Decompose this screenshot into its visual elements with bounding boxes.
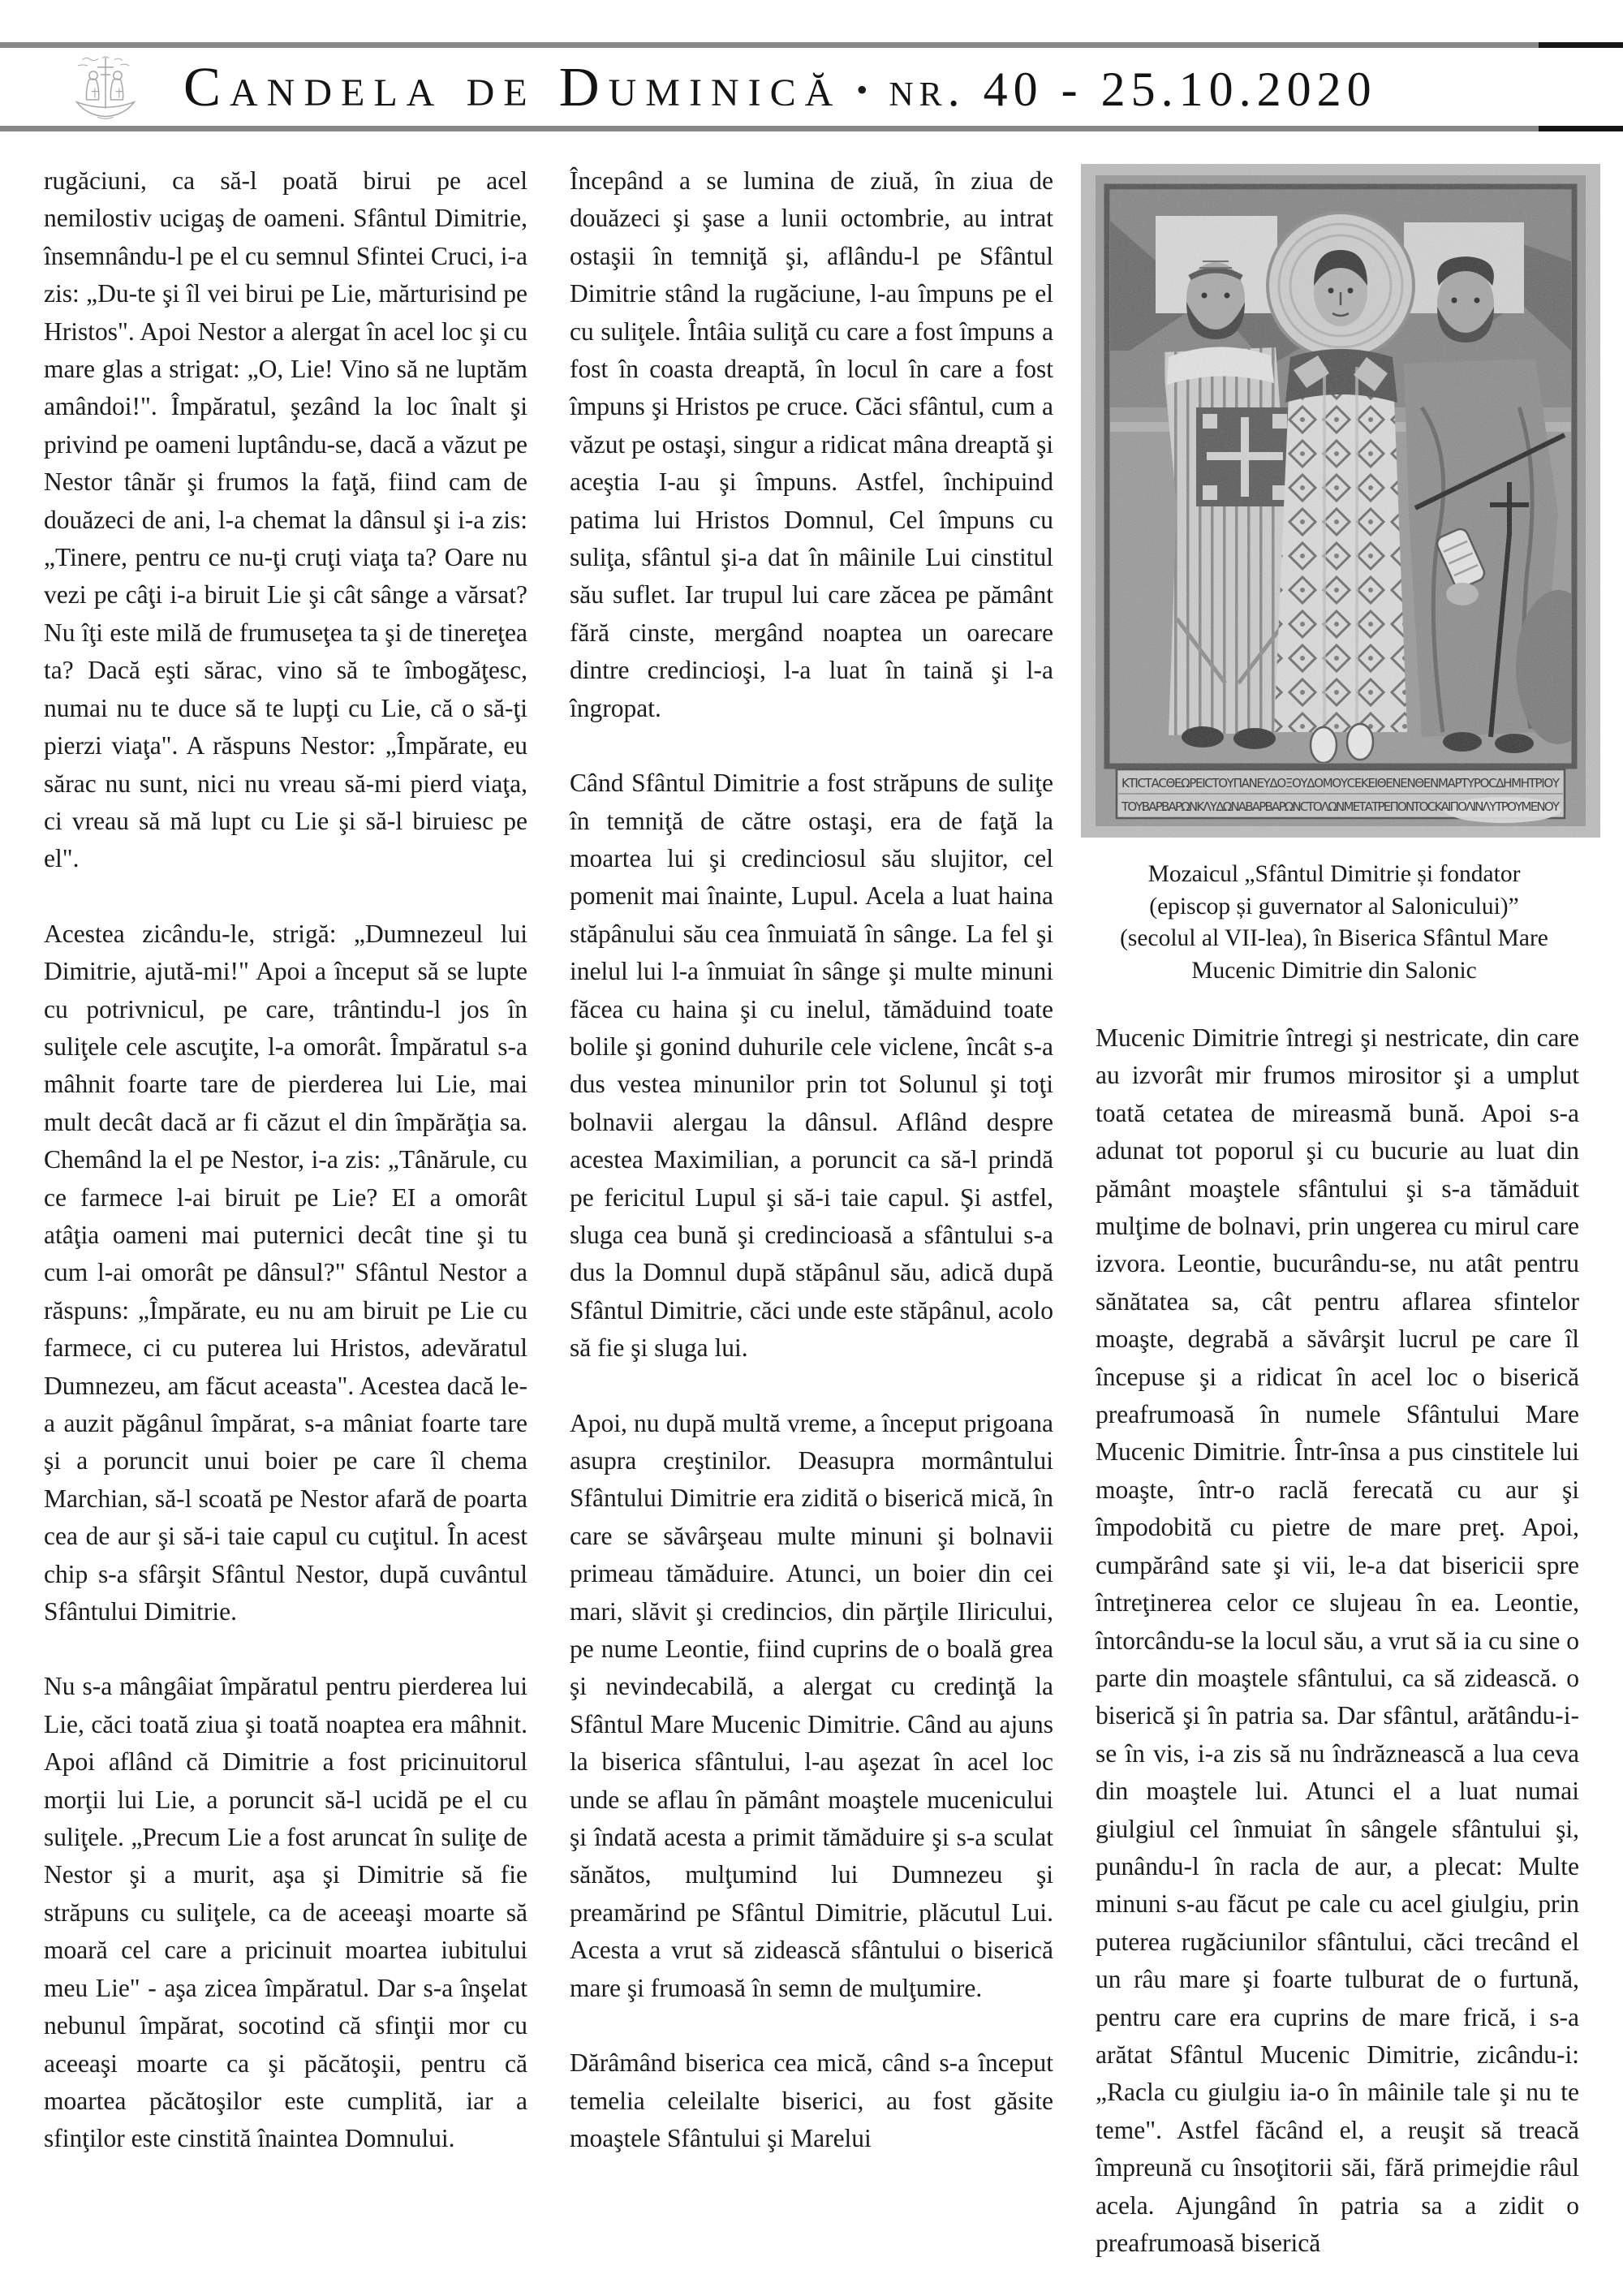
article-body — [0, 162, 1623, 2262]
publication-title: Candela de Duminică — [183, 55, 842, 118]
figure-caption — [1096, 859, 1573, 987]
body-paragraph: Acestea zicându-le, strigă: „Dumnezeul lui Dimitrie, ajută-mi!" Apoi a început să se lupte cu potrivnicul, pe care, trântindu-l jos în suliţele cele ascuţite, l-a omorât. Împăratul s-a mâhnit foarte tare de pierderea lui Lie, mai mult decât dacă ar fi căzut el din împărăţia sa. Chemând la el pe Nestor, i-a zis: „Tânărule, cu ce farmece l-ai biruit pe Lie? EI a omorât atâţia oameni mai puternici decât tine şi tu cum l-ai omorât pe dânsul?" Sfântul Nestor a răspuns: „Împărate, eu nu am biruit pe Lie cu farmece, ci cu puterea lui Hristos, adevăratul Dumnezeu, am făcut aceasta". Acestea dacă le-a auzit păgânul împărat, s-a mâniat foarte tare şi a poruncit unui boier pe care îl chema Marchian, să-l scoată pe Nestor afară de poarta cea de aur şi să-i taie capul cu cuţitul. În acest chip s-a sfârşit Sfântul Nestor, după cuvântul Sfântului Dimitrie. — [44, 919, 527, 1626]
mosaic-image — [1081, 164, 1600, 838]
mosaic-inscription-line2: ΤΟΥΒΑΡΒΑΡΩΝΚΛΥΔΩΝΑΒΑΡΒΑΡΩΝCΤΟΛΩΝΜΕΤΑΤΡΕΠΟΝΤΟCΚΑΙΠΟΛΙΝΛΥΤΡΟΥΜΕΝΟΥ — [1121, 799, 1560, 814]
mosaic-inscription-line1: ΚΤΙCΤΑCΘΕΩΡΕΙCΤΟΥΠΑΝΕΥΔΟΞΟΥΔΟΜΟΥCΕΚΕΙΘΕΝΕΝΘΕΝΜΑΡΤΥΡΟCΔΗΜΗΤΡΙΟΥ — [1121, 776, 1560, 790]
saints-cross-boat-logo-icon — [67, 52, 144, 122]
text-column-1 — [44, 162, 527, 2262]
figure-caption-line: Mucenic Dimitrie din Salonic — [1191, 957, 1477, 984]
text-column-3 — [1096, 162, 1579, 2262]
body-paragraph: Începând a se lumina de ziuă, în ziua de douăzeci şi şase a lunii octombrie, au intrat ostaşii în temniţă şi, aflându-l pe Sfântul Dimitrie stând la rugăciune, l-au împuns pe el cu suliţele. Întâia suliţă cu care a fost împuns a fost în coasta dreaptă, în locul în care a fost împuns şi Hristos pe cruce. Căci sfântul, cum a văzut pe ostaşi, singur a ridicat mâna dreaptă şi aceştia I-au şi împuns. Astfel, închipuind patima lui Hristos Domnul, Cel împuns cu suliţa, sfântul şi-a dat în mâinile Lui cinstitul său suflet. Iar trupul lui care zăcea pe pământ fără cinste, mergând noaptea un oarecare dintre credincioşi, l-a luat în taină şi l-a îngropat. — [570, 166, 1053, 722]
masthead — [183, 55, 1377, 119]
text-column-2 — [570, 162, 1053, 2262]
figure-caption-line: Mozaicul „Sfântul Dimitrie și fondator — [1147, 861, 1521, 887]
body-paragraph: Mucenic Dimitrie întregi şi nestricate, din care au izvorât mir frumos mirositor şi a umplut toată cetatea de mireasmă bună. Apoi s-a adunat tot poporul şi cu bucurie au luat din pământ moaştele sfântului şi s-a tămăduit mulţime de bolnavi, prin ungerea cu mirul care izvora. Leontie, bucurându-se, nu atât pentru sănătatea sa, cât pentru aflarea sfintelor moaşte, degrabă a săvârşit lucrul pe care îl începuse şi a ridicat în acel loc o biserică preafrumoasă în numele Sfântului Mare Mucenic Dimitrie. Într-însa a pus cinstitele lui moaşte, într-o raclă ferecată cu aur şi împodobită cu pietre de mare preţ. Apoi, cumpărând sate şi vii, le-a dat bisericii spre întreţinerea celor ce slujeau în ea. Leontie, întorcându-se la locul său, a vrut să ia cu sine o parte din moaştele sfântului, ca să zidească. o biserică şi în patria sa. Dar sfântul, arătându-i-se în vis, i-a zis să nu îndrăznească a lua ceva din moaştele lui. Atunci el a luat numai giulgiul cel înmuiat în sângele sfântului şi, punându-l în racla de aur, a plecat: Multe minuni s-au făcut pe cale cu acel giulgiu, prin puterea rugăciunilor sfântului, căci trecând el un râu mare şi foarte tulburat de o furtună, pentru care era cuprins de mare frică, i s-a arătat Sfântul Mucenic Dimitrie, zicându-i: „Racla cu giulgiu ia-o în mâinile tale şi nu te teme". Astfel făcând el, a reuşit să treacă împreună cu însoţitorii săi, fără primejdie râul acela. Ajungând în patria sa a zidit o preafrumoasă biserică — [1096, 1023, 1579, 2257]
figure-caption-line: (episcop și guvernator al Salonicului)” — [1149, 893, 1519, 920]
masthead-row — [0, 48, 1623, 126]
body-paragraph: rugăciuni, ca să-l poată birui pe acel nemilostiv ucigaş de oameni. Sfântul Dimitrie, însemnându-l pe el cu semnul Sfintei Cruci, i-a zis: „Du-te şi îl vei birui pe Lie, mărturisind pe Hristos". Apoi Nestor a alergat în acel loc şi cu mare glas a strigat: „O, Lie! Vino să ne luptăm amândoi!". Împăratul, şezând la loc înalt şi privind pe oameni luptându-se, dacă a văzut pe Nestor tânăr şi frumos la faţă, fiind cam de douăzeci de ani, l-a chemat la dânsul şi i-a zis: „Tinere, pentru ce nu-ţi cruţi viaţa ta? Oare nu vezi pe câţi i-a biruit Lie şi cât sânge a vărsat? Nu îţi este milă de frumuseţea ta şi de tinereţea ta? Dacă eşti sărac, vino să te îmbogăţesc, numai nu te duce să te lupţi cu Lie, că o să-ţi pierzi viaţa". A răspuns Nestor: „Împărate, eu sărac nu sunt, nici nu vreau să-mi pierd viaţa, ci vreau să mă lupt cu Lie şi să-l biruiesc pe el". — [44, 166, 527, 873]
body-paragraph: Nu s-a mângâiat împăratul pentru pierderea lui Lie, căci toată ziua şi toată noaptea era mâhnit. Apoi aflând că Dimitrie a fost pricinuitorul morţii lui Lie, a poruncit să-l ucidă pe el cu suliţele. „Precum Lie a fost aruncat în suliţe de Nestor şi a murit, aşa şi Dimitrie să fie străpuns cu suliţele, ca de aceeaşi moarte să moară cel care a pricinuit moartea iubitului meu Lie" - aşa zicea împăratul. Dar s-a înşelat nebunul împărat, socotind că sfinţii mor cu aceeaşi moarte ca şi păcătoşii, pentru că moartea păcătoşilor este cumplită, iar a sfinţilor este cinstită înaintea Domnului. — [44, 1672, 527, 2153]
bullet-separator: • — [856, 71, 868, 108]
header-bottom-rule — [0, 126, 1623, 131]
mosaic-photo — [1081, 164, 1600, 838]
body-paragraph: Dărâmând biserica cea mică, când s-a început temelia celeilalte biserici, au fost găsite moaştele Sfântului şi Marelui — [570, 2048, 1053, 2152]
header-top-rule — [0, 42, 1623, 48]
body-paragraph: Apoi, nu după multă vreme, a început prigoana asupra creştinilor. Deasupra mormântului Sfântului Dimitrie era zidită o biserică mică, în care se săvârşeau multe minuni şi bolnavii primeau tămăduire. Atunci, un boier din cei mari, slăvit şi credincios, din părţile Iliricului, pe nume Leontie, fiind cuprins de o boală grea şi nevindecabilă, a alergat cu credinţă la Sfântul Mare Mucenic Dimitrie. Când au ajuns la biserica sfântului, l-au aşezat în acel loc unde se aflau în pământ moaştele mucenicului şi îndată acesta a primit tămăduire şi s-a sculat sănătos, mulţumind lui Dumnezeu şi preamărind pe Sfântul Dimitrie, plăcutul Lui. Acesta a vrut să zidească sfântului o biserică mare şi frumoasă în semn de mulţumire. — [570, 1408, 1053, 2002]
body-paragraph: Când Sfântul Dimitrie a fost străpuns de suliţe în temniţă de către ostaşi, era de faţă la moartea lui şi credinciosul său slujitor, cel pomenit mai înainte, Lupul. Acela a luat haina stăpânului său cea înmuiată în sânge. La fel şi inelul lui l-a înmuiat în sânge şi multe minuni făcea cu haina şi cu inelul, tămăduind toate bolile şi gonind duhurile cele viclene, încât s-a dus vestea minunilor prin tot Solunul şi toţi bolnavii alergau la dânsul. Aflând despre acestea Maximilian, a poruncit ca să-l prindă pe fericitul Lupul şi să-i taie capul. Şi astfel, sluga cea bună şi credincioasă a sfântului s-a dus la Domnul după stăpânul său, adică după Sfântul Dimitrie, căci unde este stăpânul, acolo să fie şi sluga lui. — [570, 769, 1053, 1363]
figure-caption-line: (secolul al VII-lea), în Biserica Sfântul Mare — [1120, 925, 1548, 951]
issue-number-date: nr. 40 - 25.10.2020 — [889, 62, 1377, 116]
